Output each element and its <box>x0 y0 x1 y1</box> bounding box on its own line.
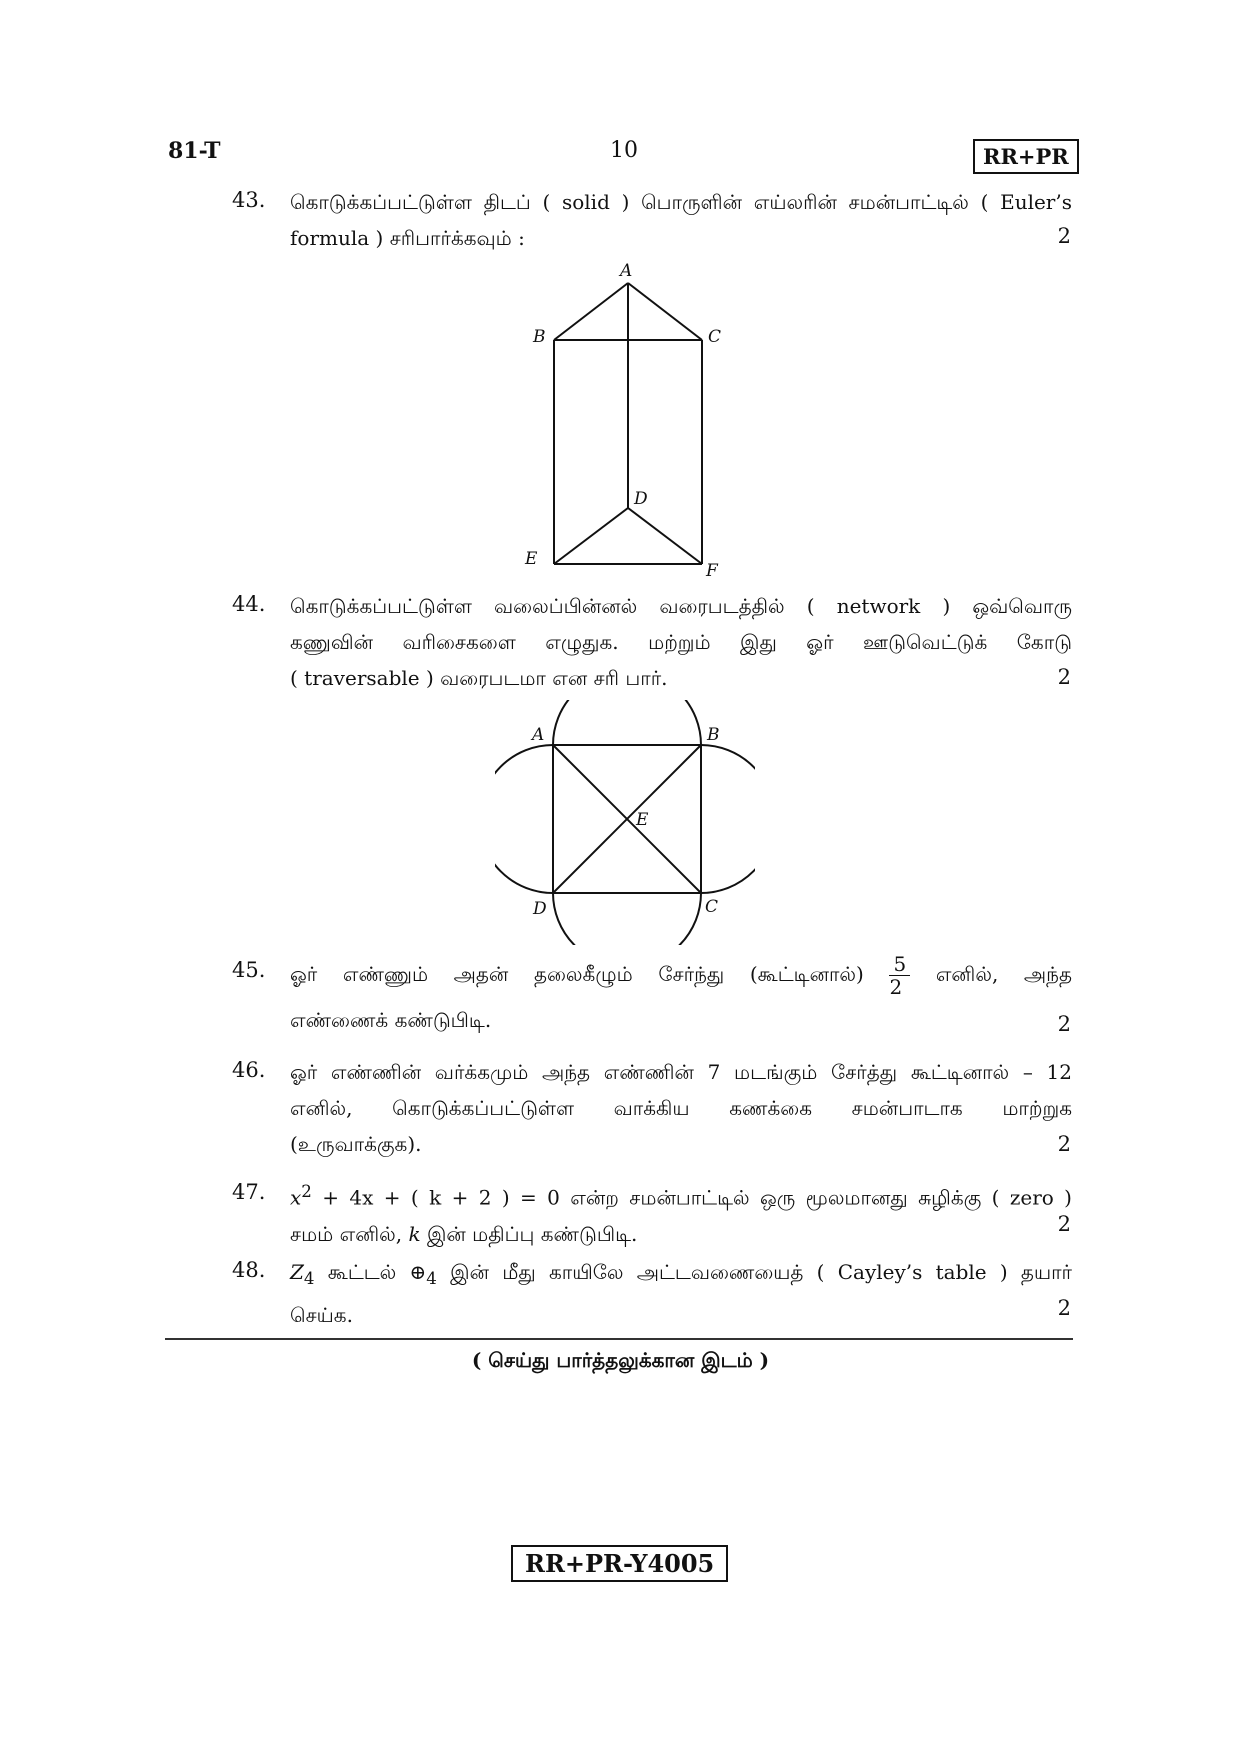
marks: 2 <box>1057 1212 1071 1236</box>
question-number: 43. <box>232 188 266 212</box>
marks: 2 <box>1057 1012 1071 1036</box>
equation-variable: x <box>290 1185 302 1210</box>
marks: 2 <box>1057 1296 1071 1320</box>
question-line <box>290 1254 1072 1297</box>
question-line-part: சமம் எனில், <box>290 1221 409 1246</box>
question-line: கணுவின் வரிசைகளை எழுதுக. மற்றும் இது ஓர் ஊடுவெட்டுக் கோடு <box>290 630 1072 654</box>
paper-code: 81-T <box>168 138 221 164</box>
equation-exponent: 2 <box>301 1182 312 1201</box>
marks: 2 <box>1057 1132 1071 1156</box>
question-number: 48. <box>232 1258 266 1282</box>
question-line: கொடுக்கப்பட்டுள்ள வலைப்பின்னல் வரைபடத்தில் ( network ) ஒவ்வொரு <box>290 594 1072 618</box>
vertex-label-f: F <box>706 561 718 578</box>
vertex-label-d: D <box>533 899 547 919</box>
separator-line <box>165 1338 1073 1340</box>
vertex-label-a: A <box>532 725 545 745</box>
question-number: 44. <box>232 592 266 616</box>
set-subscript: 4 <box>303 1269 315 1288</box>
operation-subscript: 4 <box>426 1269 437 1288</box>
vertex-label-e: E <box>636 810 649 830</box>
vertex-label-c: C <box>708 327 722 347</box>
question-line: செய்க. <box>290 1303 353 1327</box>
question-line: எனில், கொடுக்கப்பட்டுள்ள வாக்கிய கணக்கை சமன்பாடாக மாற்றுக <box>290 1096 1072 1120</box>
vertex-label-e: E <box>525 549 538 569</box>
rough-work-label: ( செய்து பார்த்தலுக்கான இடம் ) <box>471 1348 770 1372</box>
question-line-part: இன் மதிப்பு கண்டுபிடி. <box>420 1221 638 1246</box>
question-line-part: எனில், அந்த <box>935 962 1073 986</box>
fraction-numerator: 5 <box>889 953 910 976</box>
question-line-part: ஓர் எண்ணும் அதன் தலைகீழும் சேர்ந்து (கூட்டினால்) <box>290 962 864 986</box>
question-line: formula ) சரிபார்க்கவும் : <box>290 226 525 250</box>
question-line: ஓர் எண்ணின் வர்க்கமும் அந்த எண்ணின் 7 மடங்கும் சேர்த்து கூட்டினால் – 12 <box>290 1060 1072 1084</box>
series-badge: RR+PR <box>973 139 1079 174</box>
question-line <box>290 1216 1072 1252</box>
vertex-label-b: B <box>533 327 546 347</box>
network-graph-diagram <box>495 700 755 945</box>
question-number: 45. <box>232 958 266 982</box>
page-number: 10 <box>610 138 638 163</box>
question-number: 46. <box>232 1058 266 1082</box>
fraction-denominator: 2 <box>889 975 903 999</box>
prism-diagram <box>520 258 730 578</box>
question-line <box>290 1174 1072 1216</box>
question-text <box>290 1174 1072 1252</box>
question-number: 47. <box>232 1180 266 1204</box>
question-line-part: இன் மீது காயிலே அட்டவணையைத் ( Cayley’s table ) தயார் <box>436 1260 1073 1284</box>
footer-code: RR+PR-Y4005 <box>511 1545 728 1582</box>
set-symbol: Z <box>290 1260 304 1284</box>
equation: + 4x + ( k + 2 ) = 0 <box>311 1185 560 1210</box>
question-text <box>290 1054 1072 1162</box>
question-line: ( traversable ) வரைபடமா என சரி பார். <box>290 666 668 690</box>
question-text <box>290 588 1072 696</box>
question-line <box>290 948 1072 1000</box>
vertex-label-c: C <box>705 897 719 917</box>
question-line-part: என்ற சமன்பாட்டில் ஒரு மூலமானது சுழிக்கு ( zero ) <box>570 1185 1072 1210</box>
question-text <box>290 1254 1072 1333</box>
marks: 2 <box>1057 224 1071 248</box>
operation-text: கூட்டல் ⊕ <box>314 1260 427 1284</box>
question-line: எண்ணைக் கண்டுபிடி. <box>290 1008 492 1032</box>
question-text <box>290 948 1072 1038</box>
question-line: (உருவாக்குக). <box>290 1132 422 1156</box>
vertex-label-a: A <box>620 261 633 281</box>
vertex-label-d: D <box>634 489 648 509</box>
marks: 2 <box>1057 665 1071 689</box>
fraction <box>889 953 910 998</box>
question-text <box>290 184 1072 256</box>
vertex-label-b: B <box>707 725 720 745</box>
variable-k: k <box>408 1221 421 1246</box>
question-line: கொடுக்கப்பட்டுள்ள திடப் ( solid ) பொருளின் எய்லரின் சமன்பாட்டில் ( Euler’s <box>290 190 1072 214</box>
